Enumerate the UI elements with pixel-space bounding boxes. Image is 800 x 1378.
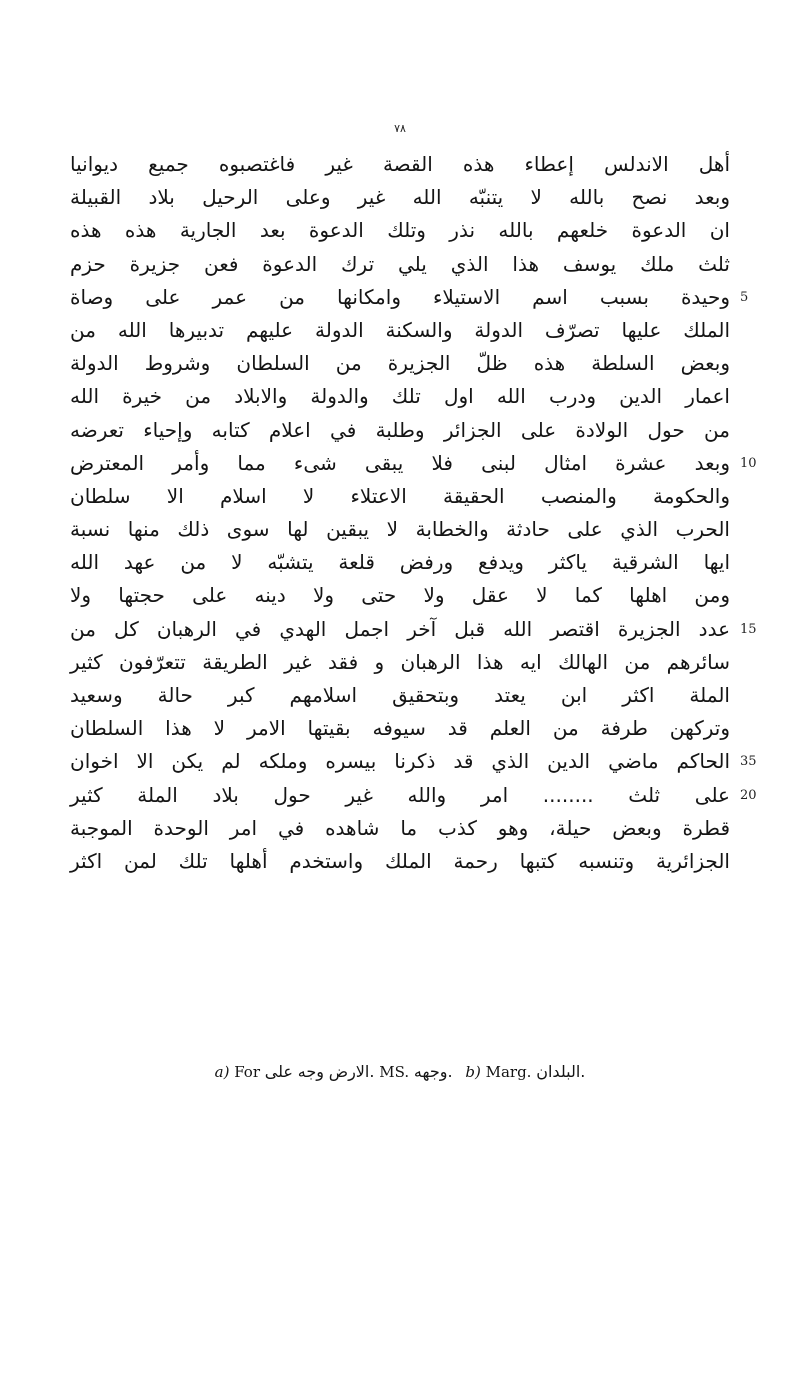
footnote-b-arabic: البلدان. bbox=[536, 1062, 586, 1081]
text-line bbox=[70, 712, 730, 745]
text-line-content: قطرة وبعض حيلة، وهو كذب ما شاهده في امر الوحدة الموجبة bbox=[70, 815, 730, 840]
text-line-content: الملة اكثر ابن يعتد وبتحقيق اسلامهم كبر حالة وسعيد bbox=[70, 683, 730, 707]
text-line bbox=[70, 745, 757, 778]
text-line-content: على ثلث ........ امر والله غير حول بلاد الملة كثير bbox=[70, 782, 730, 807]
text-line-content: وبعد نصح بالله لا يتنبّه الله غير وعلى الرحيل بلاد القبيلة bbox=[70, 185, 730, 210]
footnote-a-arabic-1: الارض bbox=[328, 1062, 370, 1081]
text-line-content: من حول الولادة على الجزائر وطلبة في اعلام كتابه وإحياء تعرضه bbox=[70, 417, 730, 442]
text-line-content: اعمار الدين ودرب الله اول تلك والدولة والابلاد من خيرة الله bbox=[70, 384, 730, 409]
text-line-content: وبعد عشرة امثال لبنى فلا يبقى شىء مما وأمر المعترض bbox=[70, 450, 730, 475]
text-line bbox=[70, 546, 730, 579]
footnote-a-ms: MS. bbox=[379, 1063, 410, 1081]
text-line-content: الحرب الذي على حادثة والخطابة لا يبقين لها سوى ذلك منها نسبة bbox=[70, 517, 730, 542]
text-line-content: ان الدعوة خلعهم بالله نذر وتلك الدعوة بعد الجارية هذه هذه bbox=[70, 218, 730, 243]
line-number: 5 bbox=[740, 289, 749, 305]
line-number: 15 bbox=[740, 621, 757, 637]
text-line bbox=[70, 613, 757, 646]
text-line bbox=[70, 579, 730, 612]
text-line bbox=[70, 214, 730, 247]
text-line bbox=[70, 779, 757, 812]
text-line-content: ايها الشرقية ياكثر ويدفع ورفض قلعة يتشبّه لا من عهد الله bbox=[70, 550, 730, 575]
footnote-a bbox=[215, 1063, 458, 1081]
footnote-a-on: على. bbox=[264, 1062, 375, 1081]
text-line bbox=[70, 314, 730, 347]
line-number: 10 bbox=[740, 455, 757, 471]
text-line bbox=[70, 679, 730, 712]
text-line bbox=[70, 281, 749, 314]
footnote-b-marker: b) bbox=[465, 1063, 481, 1081]
text-line-content: وتركهن طرفة من العلم قد سيوفه بقيتها الامر لا هذا السلطان bbox=[70, 716, 730, 741]
line-number: 20 bbox=[740, 787, 757, 803]
footnotes bbox=[0, 1062, 800, 1081]
page-number: ٧٨ bbox=[394, 122, 406, 135]
text-line-content: ومن اهلها كما لا عقل ولا حتى ولا دينه على حجتها ولا bbox=[70, 583, 730, 608]
footnote-b-marg: Marg. bbox=[485, 1063, 532, 1081]
text-line-content: ثلث ملك يوسف هذا الذي يلي ترك الدعوة فعن جزيرة حزم bbox=[70, 251, 730, 276]
text-line bbox=[70, 480, 730, 513]
text-line bbox=[70, 148, 730, 181]
text-line bbox=[70, 347, 730, 380]
text-line bbox=[70, 414, 730, 447]
text-line bbox=[70, 646, 730, 679]
text-line-content: سائرهم من الهالك ايه هذا الرهبان و فقد غير الطريقة تتعرّفون كثير bbox=[70, 649, 730, 674]
text-line bbox=[70, 845, 730, 878]
text-line bbox=[70, 513, 730, 546]
text-line bbox=[70, 181, 730, 214]
text-line-content: وبعض السلطة هذه ظلّ الجزيرة من السلطان وشروط الدولة bbox=[70, 351, 730, 376]
footnote-a-marker: a) bbox=[214, 1063, 230, 1081]
text-line-content: وحيدة بسبب اسم الاستيلاء وامكانها من عمر على وصاة bbox=[70, 284, 730, 309]
text-line-content: الحاكم ماضي الدين الذي قد ذكرنا بيسره وملكه لم يكن الا اخوان bbox=[70, 749, 730, 774]
text-line-content: الجزائرية وتنسبه كتبها رحمة الملك واستخدم أهلها تلك لمن اكثر bbox=[70, 848, 730, 873]
text-line bbox=[70, 380, 730, 413]
main-text-block bbox=[70, 148, 757, 878]
text-line-content: والحكومة والمنصب الحقيقة الاعتلاء لا اسلام الا سلطان bbox=[70, 483, 730, 508]
text-line-content: أهل الاندلس إعطاء هذه القصة غير فاغتصبوه جميع ديوانيا bbox=[70, 152, 730, 176]
text-line-content: عدد الجزيرة اقتصر الله قبل آخر اجمل الهدي في الرهبان كل من bbox=[70, 616, 730, 641]
footnote-a-for: For bbox=[234, 1063, 260, 1081]
text-line-content: الملك عليها تصرّف الدولة والسكنة الدولة عليهم تدبيرها الله من bbox=[70, 317, 730, 342]
footnote-b bbox=[465, 1063, 585, 1081]
footnote-a-with: وجه bbox=[297, 1062, 324, 1081]
line-number: 35 bbox=[740, 754, 757, 770]
text-line bbox=[70, 447, 757, 480]
footnote-a-arabic-2: وجهه. bbox=[413, 1062, 453, 1081]
text-line bbox=[70, 248, 730, 281]
text-line bbox=[70, 812, 730, 845]
